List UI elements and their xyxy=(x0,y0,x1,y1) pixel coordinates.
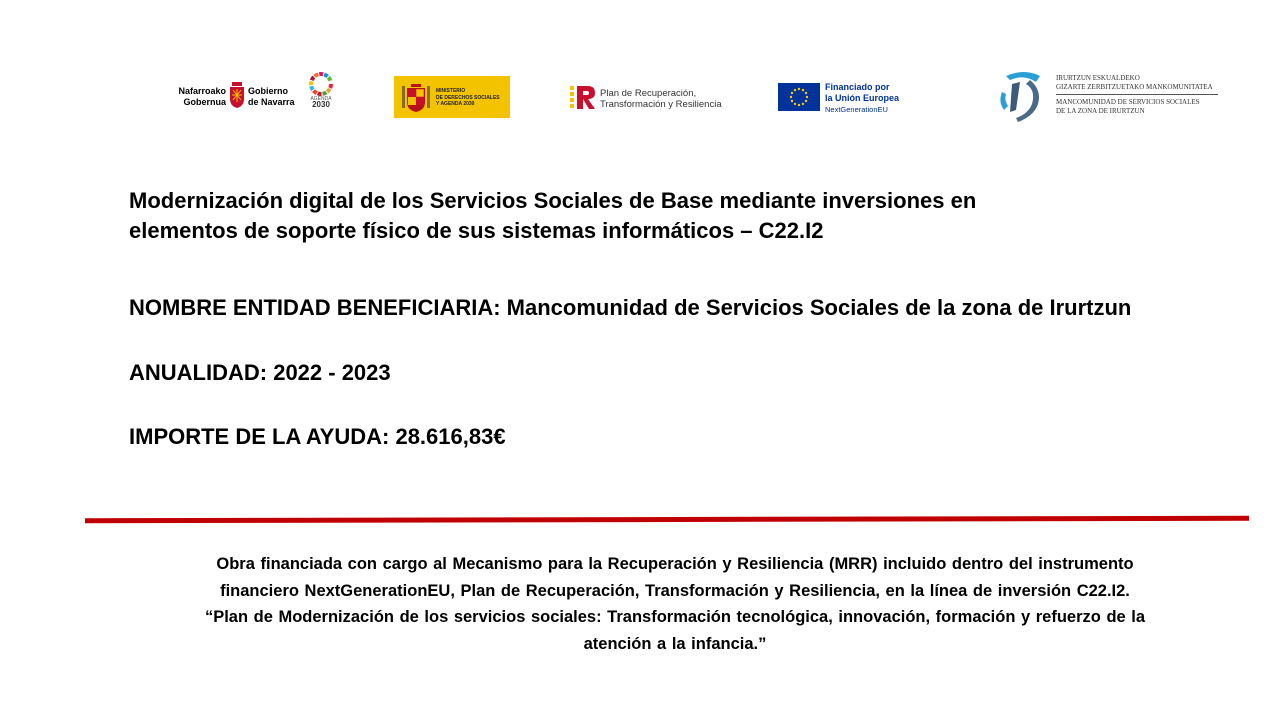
prtr-emblem-icon xyxy=(568,82,598,112)
navarra-right-line1: Gobierno xyxy=(248,86,288,96)
footnote-line3: “Plan de Modernización de los servicios sociales: Transformación tecnológica, innovación, formación y refuerzo de la xyxy=(204,608,1146,626)
plan-recuperacion-logo xyxy=(568,82,728,114)
footnote-line1: Obra financiada con cargo al Mecanismo para la Recuperación y Resiliencia (MRR) incluido dentro del instrumento xyxy=(216,555,1134,573)
plan-line2: Transformación y Resiliencia xyxy=(600,99,722,110)
gobierno-navarra-logo xyxy=(178,80,338,114)
manco-line1: IRURTZUN ESKUALDEKO xyxy=(1056,74,1140,82)
agenda-2030-logo xyxy=(306,72,336,116)
financiado-union-europea-logo xyxy=(778,81,918,115)
plan-line1: Plan de Recuperación, xyxy=(600,88,697,99)
funding-footnote xyxy=(150,551,1200,657)
agenda-word: AGENDA xyxy=(310,96,332,102)
agenda-label xyxy=(306,96,336,108)
navarra-right-line2: de Navarra xyxy=(248,97,295,107)
ministerio-line1: MINISTERIO xyxy=(436,88,466,94)
ministerio-line2: DE DERECHOS SOCIALES xyxy=(436,94,500,101)
ministerio-name xyxy=(436,88,506,108)
logo-strip xyxy=(0,64,1280,128)
entidad-beneficiaria: NOMBRE ENTIDAD BENEFICIARIA: Mancomunidad de Servicios Sociales de la zona de Irurtzun xyxy=(129,295,1132,320)
navarra-left-line1: Nafarroako xyxy=(178,86,226,96)
manco-line2: GIZARTE ZERBITZUETAKO MANKOMUNITATEA xyxy=(1056,83,1213,91)
footnote-line4: atención a la infancia.” xyxy=(583,634,767,653)
mancomunidad-emblem-icon xyxy=(996,70,1046,122)
navarra-left-line2: Gobernua xyxy=(183,97,226,107)
eu-line3: NextGenerationEU xyxy=(825,105,888,114)
mancomunidad-irurtzun-logo xyxy=(996,70,1226,126)
red-divider xyxy=(85,516,1249,523)
navarra-shield-icon xyxy=(229,82,245,108)
manco-line4: DE LA ZONA DE IRURTZUN xyxy=(1056,107,1145,115)
sdg-wheel-icon xyxy=(306,72,336,96)
spain-coat-of-arms-icon xyxy=(402,82,430,112)
manco-line3: MANCOMUNIDAD DE SERVICIOS SOCIALES xyxy=(1056,98,1200,106)
mancomunidad-basque xyxy=(1056,74,1218,95)
eu-flag-icon xyxy=(778,83,820,111)
mancomunidad-name xyxy=(1056,74,1218,116)
eu-funding-text xyxy=(825,82,899,115)
footnote-line2: financiero NextGenerationEU, Plan de Recuperación, Transformación y Resiliencia, en la línea de inversión C22.I2. xyxy=(220,581,1130,600)
eu-line1: Financiado por xyxy=(825,82,890,92)
importe-ayuda: IMPORTE DE LA AYUDA: 28.616,83€ xyxy=(129,424,506,449)
navarra-spanish-name xyxy=(248,86,298,108)
project-title-line1: Modernización digital de los Servicios Sociales de Base mediante inversiones en xyxy=(129,188,977,213)
agenda-year: 2030 xyxy=(312,100,330,109)
ministerio-line3: Y AGENDA 2030 xyxy=(436,101,475,107)
ministerio-derechos-sociales-logo xyxy=(394,76,510,118)
eu-line2: la Unión Europea xyxy=(825,93,900,103)
project-title-line2: elementos de soporte físico de sus sistemas informáticos – C22.I2 xyxy=(129,218,824,243)
anualidad: ANUALIDAD: 2022 - 2023 xyxy=(129,360,391,385)
navarra-basque-name xyxy=(178,86,226,108)
plan-recuperacion-name xyxy=(600,88,722,110)
project-title xyxy=(129,186,1069,246)
